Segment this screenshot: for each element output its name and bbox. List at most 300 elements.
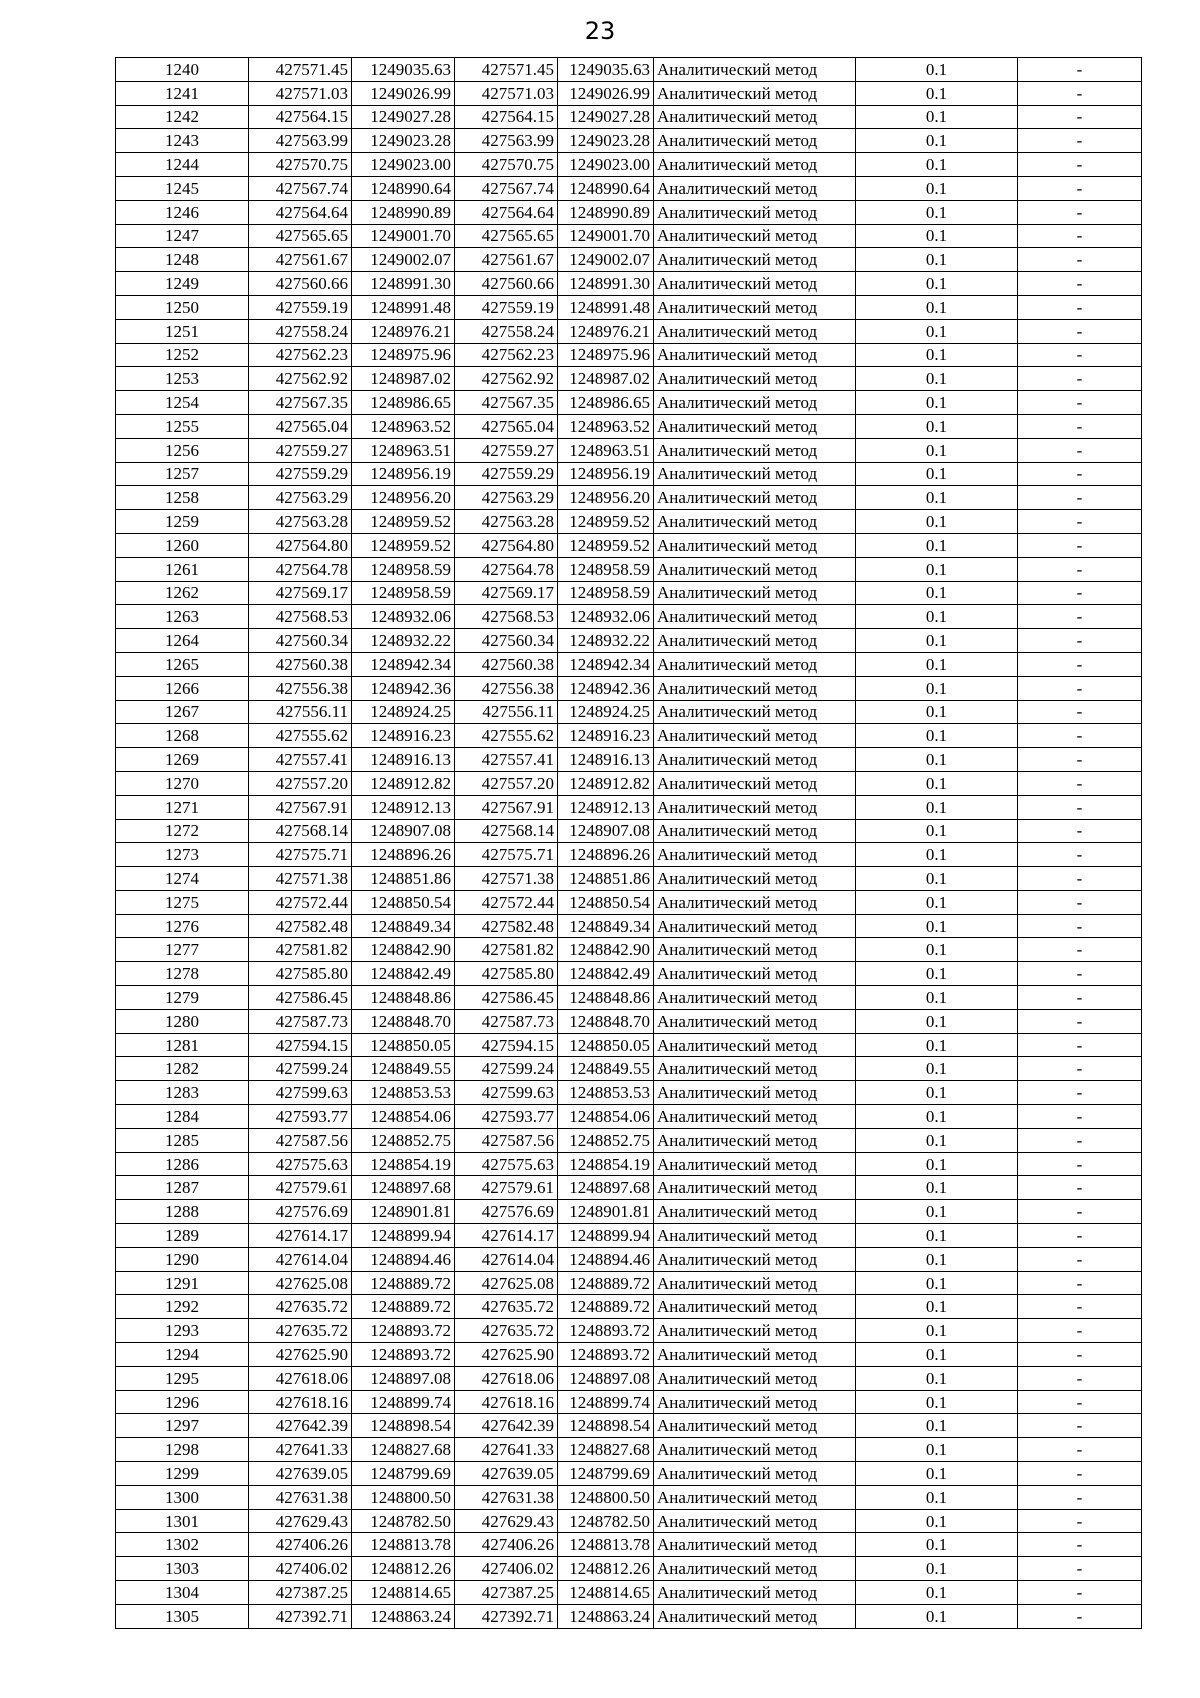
note-cell: - (1018, 224, 1142, 248)
note-cell: - (1018, 1009, 1142, 1033)
y-coord-new-cell: 1248812.26 (558, 1557, 654, 1581)
y-coord-cell: 1248893.72 (352, 1343, 455, 1367)
accuracy-cell: 0.1 (856, 557, 1018, 581)
y-coord-new-cell: 1248987.02 (558, 367, 654, 391)
y-coord-new-cell: 1248976.21 (558, 319, 654, 343)
method-cell: Аналитический метод (654, 81, 856, 105)
table-row (116, 962, 1142, 986)
point-number-cell: 1250 (116, 295, 249, 319)
x-coord-new-cell: 427572.44 (455, 890, 558, 914)
y-coord-cell: 1248854.19 (352, 1152, 455, 1176)
x-coord-cell: 427568.14 (249, 819, 352, 843)
y-coord-cell: 1248942.34 (352, 652, 455, 676)
point-number-cell: 1266 (116, 676, 249, 700)
note-cell: - (1018, 1557, 1142, 1581)
y-coord-new-cell: 1248899.94 (558, 1224, 654, 1248)
accuracy-cell: 0.1 (856, 1057, 1018, 1081)
y-coord-cell: 1248850.05 (352, 1033, 455, 1057)
accuracy-cell: 0.1 (856, 391, 1018, 415)
table-row (116, 1271, 1142, 1295)
y-coord-new-cell: 1248991.48 (558, 295, 654, 319)
y-coord-new-cell: 1248959.52 (558, 533, 654, 557)
y-coord-cell: 1248842.49 (352, 962, 455, 986)
y-coord-new-cell: 1248912.82 (558, 771, 654, 795)
y-coord-cell: 1248990.89 (352, 200, 455, 224)
x-coord-cell: 427557.41 (249, 748, 352, 772)
note-cell: - (1018, 105, 1142, 129)
point-number-cell: 1254 (116, 391, 249, 415)
x-coord-new-cell: 427642.39 (455, 1414, 558, 1438)
method-cell: Аналитический метод (654, 486, 856, 510)
note-cell: - (1018, 1604, 1142, 1628)
y-coord-new-cell: 1248827.68 (558, 1438, 654, 1462)
x-coord-new-cell: 427559.27 (455, 438, 558, 462)
accuracy-cell: 0.1 (856, 224, 1018, 248)
point-number-cell: 1300 (116, 1485, 249, 1509)
x-coord-new-cell: 427558.24 (455, 319, 558, 343)
x-coord-cell: 427564.80 (249, 533, 352, 557)
accuracy-cell: 0.1 (856, 890, 1018, 914)
note-cell: - (1018, 867, 1142, 891)
x-coord-new-cell: 427585.80 (455, 962, 558, 986)
accuracy-cell: 0.1 (856, 938, 1018, 962)
table-row (116, 652, 1142, 676)
y-coord-new-cell: 1248916.13 (558, 748, 654, 772)
method-cell: Аналитический метод (654, 176, 856, 200)
x-coord-cell: 427599.24 (249, 1057, 352, 1081)
accuracy-cell: 0.1 (856, 1295, 1018, 1319)
table-row (116, 581, 1142, 605)
y-coord-new-cell: 1248975.96 (558, 343, 654, 367)
x-coord-new-cell: 427631.38 (455, 1485, 558, 1509)
note-cell: - (1018, 1319, 1142, 1343)
method-cell: Аналитический метод (654, 1057, 856, 1081)
y-coord-cell: 1248990.64 (352, 176, 455, 200)
table-row (116, 1438, 1142, 1462)
y-coord-cell: 1248849.34 (352, 914, 455, 938)
y-coord-new-cell: 1248854.19 (558, 1152, 654, 1176)
y-coord-cell: 1248889.72 (352, 1295, 455, 1319)
method-cell: Аналитический метод (654, 962, 856, 986)
point-number-cell: 1295 (116, 1366, 249, 1390)
y-coord-new-cell: 1249027.28 (558, 105, 654, 129)
table-row (116, 153, 1142, 177)
point-number-cell: 1257 (116, 462, 249, 486)
x-coord-cell: 427625.08 (249, 1271, 352, 1295)
accuracy-cell: 0.1 (856, 962, 1018, 986)
note-cell: - (1018, 486, 1142, 510)
x-coord-new-cell: 427568.53 (455, 605, 558, 629)
y-coord-new-cell: 1248853.53 (558, 1081, 654, 1105)
x-coord-cell: 427582.48 (249, 914, 352, 938)
method-cell: Аналитический метод (654, 748, 856, 772)
x-coord-new-cell: 427406.02 (455, 1557, 558, 1581)
point-number-cell: 1287 (116, 1176, 249, 1200)
x-coord-cell: 427559.27 (249, 438, 352, 462)
table-row (116, 1485, 1142, 1509)
accuracy-cell: 0.1 (856, 700, 1018, 724)
table-row (116, 533, 1142, 557)
note-cell: - (1018, 1295, 1142, 1319)
x-coord-new-cell: 427593.77 (455, 1105, 558, 1129)
y-coord-cell: 1248963.52 (352, 414, 455, 438)
y-coord-cell: 1248896.26 (352, 843, 455, 867)
x-coord-new-cell: 427563.28 (455, 510, 558, 534)
x-coord-cell: 427594.15 (249, 1033, 352, 1057)
x-coord-new-cell: 427641.33 (455, 1438, 558, 1462)
note-cell: - (1018, 1581, 1142, 1605)
point-number-cell: 1276 (116, 914, 249, 938)
y-coord-new-cell: 1249026.99 (558, 81, 654, 105)
accuracy-cell: 0.1 (856, 343, 1018, 367)
x-coord-new-cell: 427635.72 (455, 1295, 558, 1319)
method-cell: Аналитический метод (654, 890, 856, 914)
point-number-cell: 1267 (116, 700, 249, 724)
method-cell: Аналитический метод (654, 248, 856, 272)
x-coord-cell: 427564.78 (249, 557, 352, 581)
note-cell: - (1018, 153, 1142, 177)
y-coord-new-cell: 1248848.86 (558, 986, 654, 1010)
table-row (116, 200, 1142, 224)
method-cell: Аналитический метод (654, 1200, 856, 1224)
x-coord-new-cell: 427594.15 (455, 1033, 558, 1057)
accuracy-cell: 0.1 (856, 771, 1018, 795)
note-cell: - (1018, 414, 1142, 438)
y-coord-new-cell: 1248932.06 (558, 605, 654, 629)
x-coord-new-cell: 427406.26 (455, 1533, 558, 1557)
note-cell: - (1018, 1343, 1142, 1367)
y-coord-new-cell: 1248850.05 (558, 1033, 654, 1057)
x-coord-new-cell: 427571.38 (455, 867, 558, 891)
x-coord-cell: 427642.39 (249, 1414, 352, 1438)
table-row (116, 1414, 1142, 1438)
note-cell: - (1018, 962, 1142, 986)
note-cell: - (1018, 748, 1142, 772)
x-coord-new-cell: 427564.80 (455, 533, 558, 557)
note-cell: - (1018, 1105, 1142, 1129)
table-row (116, 272, 1142, 296)
note-cell: - (1018, 533, 1142, 557)
x-coord-cell: 427639.05 (249, 1462, 352, 1486)
method-cell: Аналитический метод (654, 1557, 856, 1581)
note-cell: - (1018, 819, 1142, 843)
x-coord-cell: 427618.16 (249, 1390, 352, 1414)
x-coord-cell: 427625.90 (249, 1343, 352, 1367)
y-coord-new-cell: 1248956.20 (558, 486, 654, 510)
method-cell: Аналитический метод (654, 676, 856, 700)
point-number-cell: 1299 (116, 1462, 249, 1486)
x-coord-cell: 427563.99 (249, 129, 352, 153)
y-coord-new-cell: 1248852.75 (558, 1128, 654, 1152)
table-row (116, 58, 1142, 82)
y-coord-new-cell: 1248942.34 (558, 652, 654, 676)
y-coord-cell: 1248799.69 (352, 1462, 455, 1486)
x-coord-new-cell: 427629.43 (455, 1509, 558, 1533)
accuracy-cell: 0.1 (856, 1009, 1018, 1033)
method-cell: Аналитический метод (654, 1343, 856, 1367)
y-coord-new-cell: 1248901.81 (558, 1200, 654, 1224)
point-number-cell: 1268 (116, 724, 249, 748)
method-cell: Аналитический метод (654, 224, 856, 248)
x-coord-new-cell: 427560.34 (455, 629, 558, 653)
table-row (116, 1105, 1142, 1129)
x-coord-new-cell: 427560.38 (455, 652, 558, 676)
note-cell: - (1018, 1200, 1142, 1224)
method-cell: Аналитический метод (654, 1319, 856, 1343)
accuracy-cell: 0.1 (856, 1485, 1018, 1509)
x-coord-cell: 427575.63 (249, 1152, 352, 1176)
table-row (116, 629, 1142, 653)
y-coord-new-cell: 1248932.22 (558, 629, 654, 653)
method-cell: Аналитический метод (654, 1604, 856, 1628)
note-cell: - (1018, 938, 1142, 962)
method-cell: Аналитический метод (654, 914, 856, 938)
x-coord-cell: 427564.15 (249, 105, 352, 129)
point-number-cell: 1247 (116, 224, 249, 248)
note-cell: - (1018, 890, 1142, 914)
y-coord-cell: 1248813.78 (352, 1533, 455, 1557)
note-cell: - (1018, 771, 1142, 795)
method-cell: Аналитический метод (654, 1462, 856, 1486)
method-cell: Аналитический метод (654, 272, 856, 296)
table-row (116, 1057, 1142, 1081)
y-coord-new-cell: 1248863.24 (558, 1604, 654, 1628)
accuracy-cell: 0.1 (856, 795, 1018, 819)
point-number-cell: 1294 (116, 1343, 249, 1367)
x-coord-cell: 427559.29 (249, 462, 352, 486)
table-row (116, 1533, 1142, 1557)
point-number-cell: 1270 (116, 771, 249, 795)
x-coord-new-cell: 427569.17 (455, 581, 558, 605)
y-coord-new-cell: 1248898.54 (558, 1414, 654, 1438)
method-cell: Аналитический метод (654, 414, 856, 438)
note-cell: - (1018, 295, 1142, 319)
page-number: 23 (584, 17, 616, 45)
y-coord-new-cell: 1248924.25 (558, 700, 654, 724)
table-row (116, 986, 1142, 1010)
method-cell: Аналитический метод (654, 462, 856, 486)
note-cell: - (1018, 629, 1142, 653)
x-coord-cell: 427568.53 (249, 605, 352, 629)
x-coord-cell: 427563.29 (249, 486, 352, 510)
accuracy-cell: 0.1 (856, 81, 1018, 105)
x-coord-new-cell: 427599.24 (455, 1057, 558, 1081)
note-cell: - (1018, 676, 1142, 700)
y-coord-cell: 1248849.55 (352, 1057, 455, 1081)
point-number-cell: 1253 (116, 367, 249, 391)
y-coord-new-cell: 1248897.68 (558, 1176, 654, 1200)
y-coord-cell: 1248814.65 (352, 1581, 455, 1605)
accuracy-cell: 0.1 (856, 1414, 1018, 1438)
y-coord-cell: 1248893.72 (352, 1319, 455, 1343)
point-number-cell: 1277 (116, 938, 249, 962)
note-cell: - (1018, 700, 1142, 724)
y-coord-cell: 1248850.54 (352, 890, 455, 914)
point-number-cell: 1288 (116, 1200, 249, 1224)
point-number-cell: 1297 (116, 1414, 249, 1438)
y-coord-cell: 1248912.82 (352, 771, 455, 795)
y-coord-cell: 1248956.19 (352, 462, 455, 486)
x-coord-cell: 427560.38 (249, 652, 352, 676)
accuracy-cell: 0.1 (856, 1033, 1018, 1057)
table-row (116, 105, 1142, 129)
method-cell: Аналитический метод (654, 1485, 856, 1509)
y-coord-cell: 1248853.53 (352, 1081, 455, 1105)
method-cell: Аналитический метод (654, 1414, 856, 1438)
accuracy-cell: 0.1 (856, 914, 1018, 938)
method-cell: Аналитический метод (654, 1295, 856, 1319)
accuracy-cell: 0.1 (856, 1128, 1018, 1152)
table-row (116, 1081, 1142, 1105)
y-coord-new-cell: 1248814.65 (558, 1581, 654, 1605)
x-coord-cell: 427579.61 (249, 1176, 352, 1200)
point-number-cell: 1245 (116, 176, 249, 200)
note-cell: - (1018, 462, 1142, 486)
point-number-cell: 1286 (116, 1152, 249, 1176)
y-coord-cell: 1248956.20 (352, 486, 455, 510)
point-number-cell: 1285 (116, 1128, 249, 1152)
y-coord-cell: 1248924.25 (352, 700, 455, 724)
y-coord-cell: 1248916.23 (352, 724, 455, 748)
y-coord-new-cell: 1248842.49 (558, 962, 654, 986)
note-cell: - (1018, 1414, 1142, 1438)
accuracy-cell: 0.1 (856, 510, 1018, 534)
method-cell: Аналитический метод (654, 319, 856, 343)
accuracy-cell: 0.1 (856, 1319, 1018, 1343)
accuracy-cell: 0.1 (856, 153, 1018, 177)
note-cell: - (1018, 248, 1142, 272)
point-number-cell: 1282 (116, 1057, 249, 1081)
method-cell: Аналитический метод (654, 153, 856, 177)
x-coord-cell: 427560.66 (249, 272, 352, 296)
x-coord-new-cell: 427614.04 (455, 1247, 558, 1271)
note-cell: - (1018, 81, 1142, 105)
note-cell: - (1018, 605, 1142, 629)
y-coord-cell: 1249002.07 (352, 248, 455, 272)
x-coord-new-cell: 427582.48 (455, 914, 558, 938)
table-row (116, 605, 1142, 629)
x-coord-new-cell: 427579.61 (455, 1176, 558, 1200)
accuracy-cell: 0.1 (856, 1604, 1018, 1628)
method-cell: Аналитический метод (654, 391, 856, 415)
accuracy-cell: 0.1 (856, 319, 1018, 343)
point-number-cell: 1258 (116, 486, 249, 510)
y-coord-new-cell: 1248893.72 (558, 1343, 654, 1367)
y-coord-new-cell: 1248896.26 (558, 843, 654, 867)
y-coord-cell: 1248894.46 (352, 1247, 455, 1271)
y-coord-new-cell: 1249023.28 (558, 129, 654, 153)
x-coord-new-cell: 427387.25 (455, 1581, 558, 1605)
y-coord-new-cell: 1248907.08 (558, 819, 654, 843)
accuracy-cell: 0.1 (856, 819, 1018, 843)
coordinates-table (115, 57, 1142, 1629)
accuracy-cell: 0.1 (856, 1271, 1018, 1295)
y-coord-cell: 1248897.68 (352, 1176, 455, 1200)
note-cell: - (1018, 1081, 1142, 1105)
y-coord-new-cell: 1248958.59 (558, 581, 654, 605)
accuracy-cell: 0.1 (856, 462, 1018, 486)
table-row (116, 510, 1142, 534)
accuracy-cell: 0.1 (856, 129, 1018, 153)
y-coord-new-cell: 1248991.30 (558, 272, 654, 296)
method-cell: Аналитический метод (654, 1224, 856, 1248)
accuracy-cell: 0.1 (856, 272, 1018, 296)
note-cell: - (1018, 1438, 1142, 1462)
y-coord-new-cell: 1248782.50 (558, 1509, 654, 1533)
point-number-cell: 1281 (116, 1033, 249, 1057)
table-row (116, 1128, 1142, 1152)
point-number-cell: 1298 (116, 1438, 249, 1462)
y-coord-new-cell: 1249002.07 (558, 248, 654, 272)
note-cell: - (1018, 914, 1142, 938)
y-coord-new-cell: 1248889.72 (558, 1271, 654, 1295)
method-cell: Аналитический метод (654, 129, 856, 153)
method-cell: Аналитический метод (654, 58, 856, 82)
table-row (116, 1557, 1142, 1581)
x-coord-cell: 427631.38 (249, 1485, 352, 1509)
x-coord-cell: 427565.04 (249, 414, 352, 438)
x-coord-cell: 427586.45 (249, 986, 352, 1010)
method-cell: Аналитический метод (654, 1533, 856, 1557)
table-row (116, 557, 1142, 581)
x-coord-new-cell: 427568.14 (455, 819, 558, 843)
x-coord-cell: 427555.62 (249, 724, 352, 748)
method-cell: Аналитический метод (654, 938, 856, 962)
table-row (116, 391, 1142, 415)
point-number-cell: 1262 (116, 581, 249, 605)
y-coord-new-cell: 1248849.55 (558, 1057, 654, 1081)
accuracy-cell: 0.1 (856, 1366, 1018, 1390)
accuracy-cell: 0.1 (856, 1343, 1018, 1367)
y-coord-cell: 1248851.86 (352, 867, 455, 891)
method-cell: Аналитический метод (654, 819, 856, 843)
point-number-cell: 1284 (116, 1105, 249, 1129)
note-cell: - (1018, 1462, 1142, 1486)
y-coord-cell: 1248942.36 (352, 676, 455, 700)
y-coord-cell: 1248782.50 (352, 1509, 455, 1533)
x-coord-new-cell: 427625.08 (455, 1271, 558, 1295)
y-coord-cell: 1248848.70 (352, 1009, 455, 1033)
point-number-cell: 1269 (116, 748, 249, 772)
table-row (116, 1295, 1142, 1319)
x-coord-cell: 427392.71 (249, 1604, 352, 1628)
table-row (116, 129, 1142, 153)
table-row (116, 343, 1142, 367)
x-coord-cell: 427571.03 (249, 81, 352, 105)
method-cell: Аналитический метод (654, 724, 856, 748)
accuracy-cell: 0.1 (856, 629, 1018, 653)
y-coord-new-cell: 1248800.50 (558, 1485, 654, 1509)
x-coord-cell: 427567.74 (249, 176, 352, 200)
x-coord-cell: 427635.72 (249, 1319, 352, 1343)
point-number-cell: 1274 (116, 867, 249, 891)
x-coord-new-cell: 427562.23 (455, 343, 558, 367)
table-row (116, 486, 1142, 510)
x-coord-cell: 427599.63 (249, 1081, 352, 1105)
x-coord-new-cell: 427567.91 (455, 795, 558, 819)
accuracy-cell: 0.1 (856, 58, 1018, 82)
method-cell: Аналитический метод (654, 795, 856, 819)
accuracy-cell: 0.1 (856, 843, 1018, 867)
x-coord-new-cell: 427556.38 (455, 676, 558, 700)
point-number-cell: 1244 (116, 153, 249, 177)
y-coord-cell: 1248898.54 (352, 1414, 455, 1438)
table-row (116, 1509, 1142, 1533)
method-cell: Аналитический метод (654, 843, 856, 867)
method-cell: Аналитический метод (654, 557, 856, 581)
note-cell: - (1018, 1366, 1142, 1390)
x-coord-new-cell: 427581.82 (455, 938, 558, 962)
